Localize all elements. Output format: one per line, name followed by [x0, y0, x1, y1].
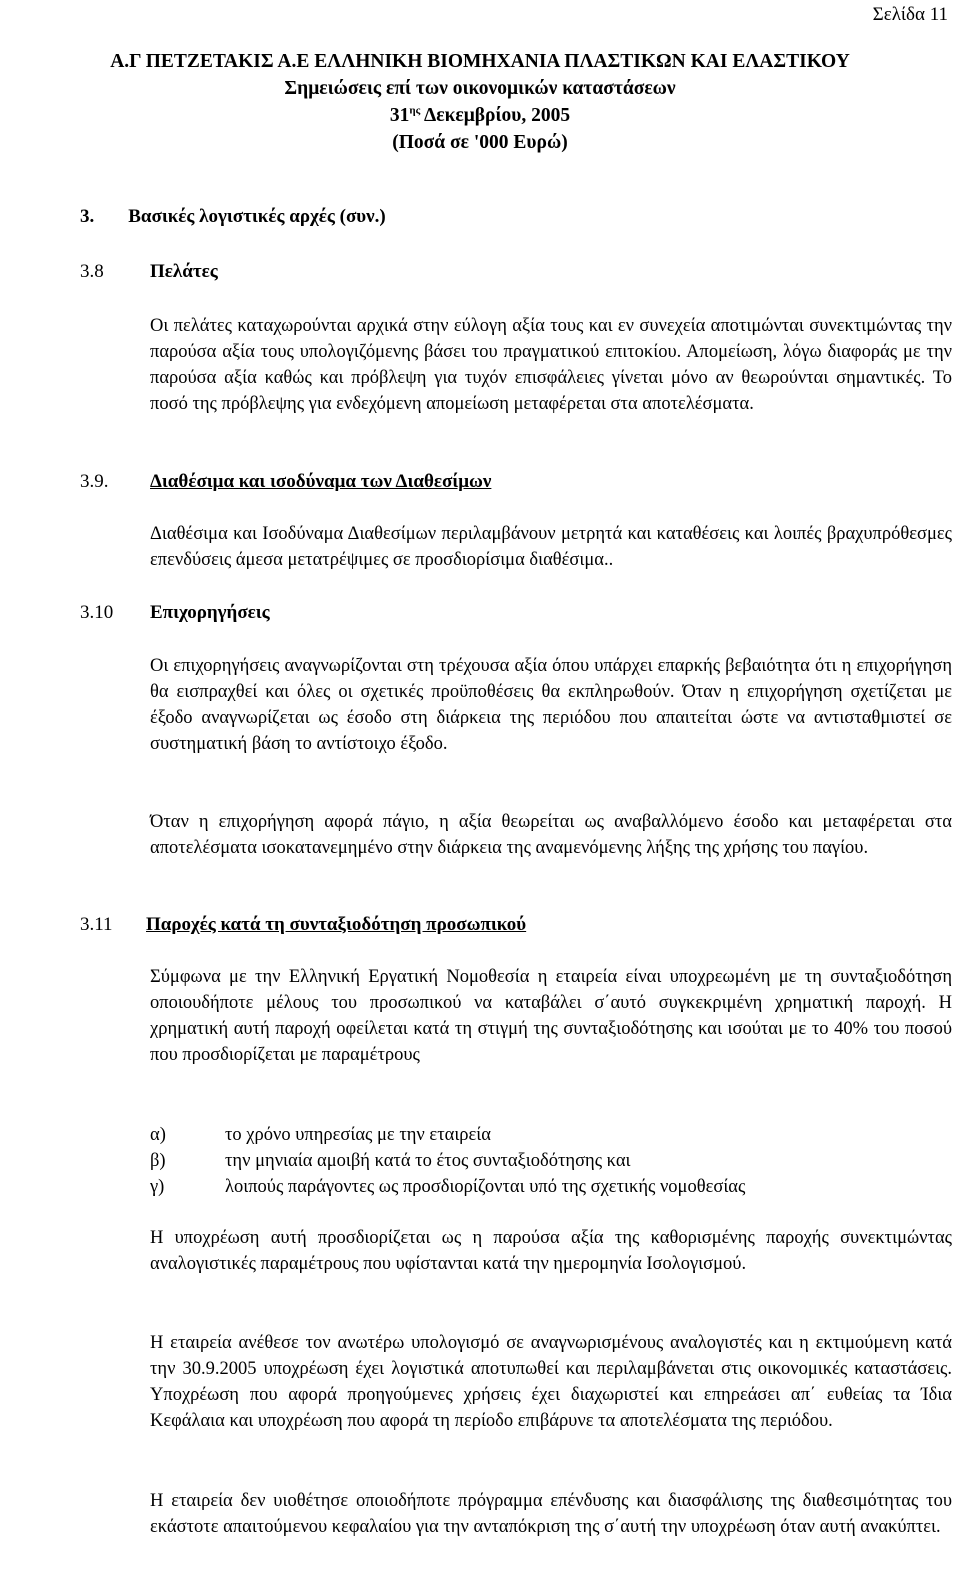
s311-number: 3.11 [80, 914, 113, 935]
s310-number: 3.10 [80, 602, 114, 623]
list-item [150, 1122, 952, 1148]
header-date [0, 102, 960, 129]
s310-paragraph-1: Οι επιχορηγήσεις αναγνωρίζονται στη τρέχουσα αξία όπου υπάρχει επαρκής βεβαιότητα ότι η επιχορήγηση θα εισπραχθεί και όλες οι σχετικές προϋποθέσεις θα εκπληρωθούν. Όταν η επιχορήγηση σχετίζεται με έξοδο αναγνωρίζεται ως έσοδο στη διάρκεια της περιόδου που απαιτείται ώστε να αντισταθμιστεί σε συστηματική βάση το αντίστοιχο έξοδο. [150, 656, 952, 754]
list-item-label: α) [150, 1125, 166, 1145]
header-currency: (Ποσά σε '000 Ευρώ) [392, 132, 568, 153]
s311-paragraph-4: Η εταιρεία δεν υιοθέτησε οποιοδήποτε πρόγραμμα επένδυσης και διασφάλισης της διαθεσιμότητας του εκάστοτε απαιτούμενου κεφαλαίου για την ανταπόκριση της σ΄αυτή την υποχρέωση όταν αυτή ανακύπτει. [150, 1491, 952, 1537]
company-name: Α.Γ ΠΕΤΖΕΤΑΚΙΣ Α.Ε ΕΛΛΗΝΙΚΗ ΒΙΟΜΗΧΑΝΙΑ ΠΛΑΣΤΙΚΩΝ ΚΑΙ ΕΛΑΣΤΙΚΟΥ [110, 51, 850, 72]
s38-number: 3.8 [80, 261, 104, 282]
s38-paragraph: Οι πελάτες καταχωρούνται αρχικά στην εύλογη αξία τους και εν συνεχεία αποτιμώνται συνεκτιμώντας την παρούσα αξία τους υπολογιζόμενης βάσει του πραγματικού επιτοκίου. Απομείωση, λόγω διαφοράς με την παρούσα αξία καθώς και πρόβλεψη για τυχόν επισφάλειες γίνεται μόνο αν θεωρούνται σημαντικές. Το ποσό της πρόβλεψης για ενδεχόμενη απομείωση μεταφέρεται στα αποτελέσματα. [150, 316, 952, 414]
list-item-text: λοιπούς παράγοντες ως προσδιορίζονται υπό της σχετικής νομοθεσίας [225, 1177, 746, 1197]
list-item [150, 1174, 952, 1200]
s39-title: Διαθέσιμα και ισοδύναμα των Διαθεσίμων [150, 471, 492, 492]
section-number: 3. [80, 206, 95, 227]
s38-title: Πελάτες [150, 261, 218, 282]
date-day: 31 [389, 105, 410, 126]
list-item [150, 1148, 952, 1174]
s311-paragraph-1: Σύμφωνα με την Ελληνική Εργατική Νομοθεσία η εταιρεία είναι υποχρεωμένη με τη συνταξιοδότηση οποιουδήποτε μέλους του προσωπικού να καταβάλει σ΄αυτό συγκεκριμένη χρηματική παροχή. Η χρηματική αυτή παροχή οφείλεται κατά τη στιγμή της συνταξιοδότησης και ισούται με το 40% του ποσού που προσδιορίζεται με παραμέτρους [150, 967, 952, 1065]
page-number: Σελίδα 11 [872, 4, 948, 25]
list-item-text: την μηνιαία αμοιβή κατά το έτος συνταξιοδότησης και [225, 1151, 631, 1171]
document-header [0, 48, 960, 156]
s310-paragraph-2: Όταν η επιχορήγηση αφορά πάγιο, η αξία θεωρείται ως αναβαλλόμενο έσοδο και μεταφέρεται στα αποτελέσματα ισοκατανεμημένο στην διάρκεια της αναμενόμενης λήξης της χρήσης του παγίου. [150, 812, 952, 858]
s310-title: Επιχορηγήσεις [150, 602, 270, 623]
s311-paragraph-3: Η εταιρεία ανέθεσε τον ανωτέρω υπολογισμό σε αναγνωρισμένους αναλογιστές και η εκτιμούμενη κατά την 30.9.2005 υποχρέωση έχει λογιστικά αποτυπωθεί και περιλαμβάνεται στις οικονομικές καταστάσεις. Υποχρέωση που αφορά προηγούμενες χρήσεις έχει διαχωριστεί και επηρεάσει απ΄ ευθείας τα Ίδια Κεφάλαια και υποχρέωση που αφορά τη περίοδο επιβάρυνε τα αποτελέσματα της περιόδου. [150, 1333, 952, 1431]
header-subtitle: Σημειώσεις επί των οικονομικών καταστάσεων [284, 78, 676, 99]
s311-title: Παροχές κατά τη συνταξιοδότηση προσωπικού [146, 914, 527, 935]
section-heading [80, 204, 386, 230]
list-item-text: το χρόνο υπηρεσίας με την εταιρεία [225, 1125, 491, 1145]
s311-list [150, 1122, 952, 1200]
s311-paragraph-2: Η υποχρέωση αυτή προσδιορίζεται ως η παρούσα αξία της καθορισμένης παροχής συνεκτιμώντας αναλογιστικές παραμέτρους που υφίστανται κατά την ημερομηνία Ισολογισμού. [150, 1228, 952, 1274]
s39-paragraph: Διαθέσιμα και Ισοδύναμα Διαθεσίμων περιλαμβάνουν μετρητά και καταθέσεις και λοιπές βραχυπρόθεσμες επενδύσεις άμεσα μετατρέψιμες σε προσδιορίσιμα διαθέσιμα.. [150, 524, 952, 570]
list-item-label: β) [150, 1151, 166, 1171]
list-item-label: γ) [150, 1177, 165, 1197]
date-rest: Δεκεμβρίου, 2005 [420, 105, 571, 126]
date-ordinal: ης [409, 104, 421, 117]
section-title: Βασικές λογιστικές αρχές (συν.) [128, 206, 386, 227]
s39-number: 3.9. [80, 471, 109, 492]
